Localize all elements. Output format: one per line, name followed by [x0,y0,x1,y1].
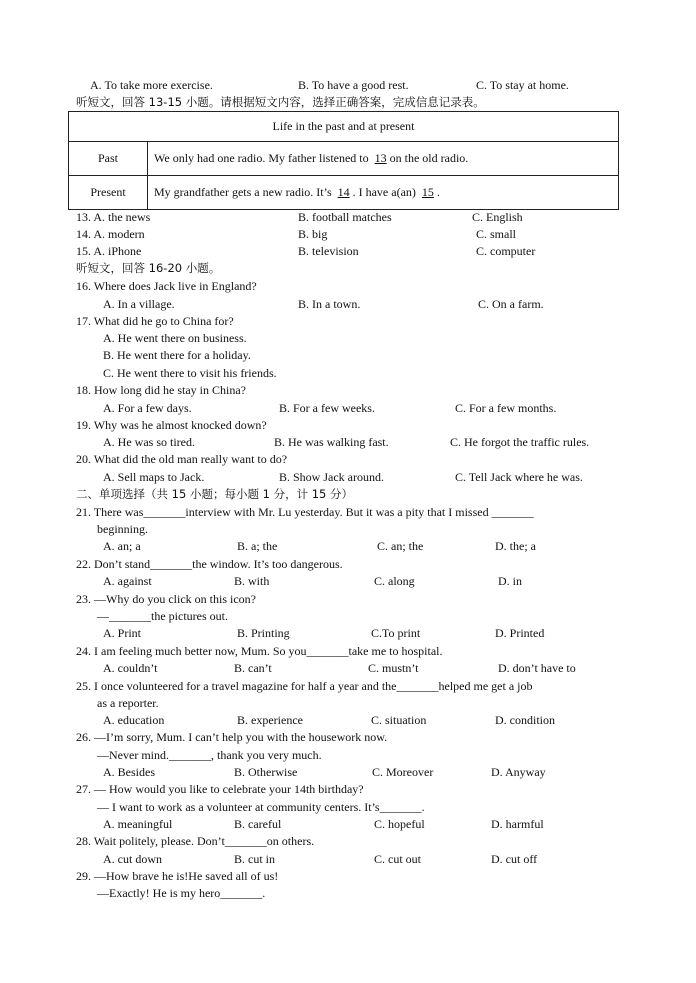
option-a: A. To take more exercise. [90,78,213,92]
q13-option-c: C. English [472,210,523,224]
q28-option-d: D. cut off [491,852,538,866]
q17-stem: 17. What did he go to China for? [76,314,234,328]
q17-option-a: A. He went there on business. [103,331,247,345]
q25-option-a: A. education [103,713,165,727]
q15-option-a: 15. A. iPhone [76,244,142,258]
q25-stem: 25. I once volunteered for a travel magazine for half a year and the_______helped me get a job [76,679,533,693]
q26-option-c: C. Moreover [372,765,434,779]
q29-stem-cont: —Exactly! He is my hero_______. [97,886,266,900]
q21-option-b: B. a; the [237,539,278,553]
q25-option-d: D. condition [495,713,555,727]
q21-stem: 21. There was_______interview with Mr. Lu yesterday. But it was a pity that I missed _______ [76,505,534,519]
table-title: Life in the past and at present [69,112,619,142]
q19-stem: 19. Why was he almost knocked down? [76,418,267,432]
q24-stem: 24. I am feeling much better now, Mum. So you_______take me to hospital. [76,644,443,658]
q18-option-c: C. For a few months. [455,401,557,415]
q16-option-c: C. On a farm. [478,297,544,311]
q26-stem: 26. —I’m sorry, Mum. I can’t help you with the housework now. [76,730,388,744]
blank-15: 15 [421,185,434,199]
q25-stem-cont: as a reporter. [97,696,159,710]
q24-option-c: C. mustn’t [368,661,419,675]
info-record-table [68,111,619,210]
q26-option-a: A. Besides [103,765,155,779]
q16-stem: 16. Where does Jack live in England? [76,279,257,293]
q15-option-c: C. computer [476,244,536,258]
q23-option-d: D. Printed [495,626,545,640]
q25-option-c: C. situation [371,713,427,727]
q26-option-b: B. Otherwise [234,765,298,779]
q14-option-a: 14. A. modern [76,227,145,241]
q28-option-b: B. cut in [234,852,275,866]
q21-stem-cont: beginning. [97,522,148,536]
present-row: My grandfather gets a new radio. It’s 14 . I have a(an) 15 . [148,176,619,210]
section-instruction-13-15: 听短文，回答 13-15 小题。请根据短文内容，选择正确答案，完成信息记录表。 [76,95,485,109]
section-instruction-16-20: 听短文，回答 16-20 小题。 [76,261,221,275]
q20-option-b: B. Show Jack around. [279,470,384,484]
q27-option-d: D. harmful [491,817,544,831]
q19-option-b: B. He was walking fast. [274,435,389,449]
q28-stem: 28. Wait politely, please. Don’t_______on others. [76,834,315,848]
q23-option-a: A. Print [103,626,142,640]
q24-option-b: B. can’t [234,661,272,675]
q20-option-c: C. Tell Jack where he was. [455,470,583,484]
q18-stem: 18. How long did he stay in China? [76,383,246,397]
q28-option-a: A. cut down [103,852,162,866]
q14-option-c: C. small [476,227,517,241]
q22-option-c: C. along [374,574,415,588]
q17-option-b: B. He went there for a holiday. [103,348,251,362]
q20-stem: 20. What did the old man really want to do? [76,452,288,466]
q27-option-c: C. hopeful [374,817,425,831]
q21-option-d: D. the; a [495,539,536,553]
q20-option-a: A. Sell maps to Jack. [103,470,205,484]
q18-option-a: A. For a few days. [103,401,192,415]
option-b: B. To have a good rest. [298,78,409,92]
q22-option-a: A. against [103,574,152,588]
q23-stem: 23. —Why do you click on this icon? [76,592,256,606]
q26-option-d: D. Anyway [491,765,546,779]
q21-option-c: C. an; the [377,539,424,553]
blank-14: 14 [337,185,350,199]
q22-stem: 22. Don’t stand_______the window. It’s too dangerous. [76,557,343,571]
q15-option-b: B. television [298,244,359,258]
q23-stem-cont: —_______the pictures out. [97,609,228,623]
q14-option-b: B. big [298,227,328,241]
q18-option-b: B. For a few weeks. [279,401,375,415]
q23-option-c: C.To print [371,626,421,640]
q27-stem-cont: — I want to work as a volunteer at community centers. It’s_______. [97,800,425,814]
q21-option-a: A. an; a [103,539,141,553]
present-label: Present [69,176,148,210]
q27-option-b: B. careful [234,817,282,831]
option-c: C. To stay at home. [476,78,569,92]
q13-option-b: B. football matches [298,210,392,224]
q24-option-a: A. couldn’t [103,661,158,675]
q27-stem: 27. — How would you like to celebrate your 14th birthday? [76,782,364,796]
q17-option-c: C. He went there to visit his friends. [103,366,277,380]
past-label: Past [69,142,148,176]
section-2-heading: 二、单项选择（共 15 小题；每小题 1 分，计 15 分） [76,487,354,501]
q22-option-d: D. in [498,574,522,588]
q16-option-b: B. In a town. [298,297,361,311]
past-row: We only had one radio. My father listened to 13 on the old radio. [148,142,619,176]
q23-option-b: B. Printing [237,626,290,640]
q13-option-a: 13. A. the news [76,210,151,224]
q16-option-a: A. In a village. [103,297,175,311]
q19-option-a: A. He was so tired. [103,435,195,449]
q25-option-b: B. experience [237,713,303,727]
q24-option-d: D. don’t have to [498,661,576,675]
q19-option-c: C. He forgot the traffic rules. [450,435,590,449]
q28-option-c: C. cut out [374,852,421,866]
q22-option-b: B. with [234,574,270,588]
q29-stem: 29. —How brave he is!He saved all of us! [76,869,279,883]
q26-stem-cont: —Never mind._______, thank you very much. [97,748,322,762]
q27-option-a: A. meaningful [103,817,173,831]
blank-13: 13 [374,151,387,165]
